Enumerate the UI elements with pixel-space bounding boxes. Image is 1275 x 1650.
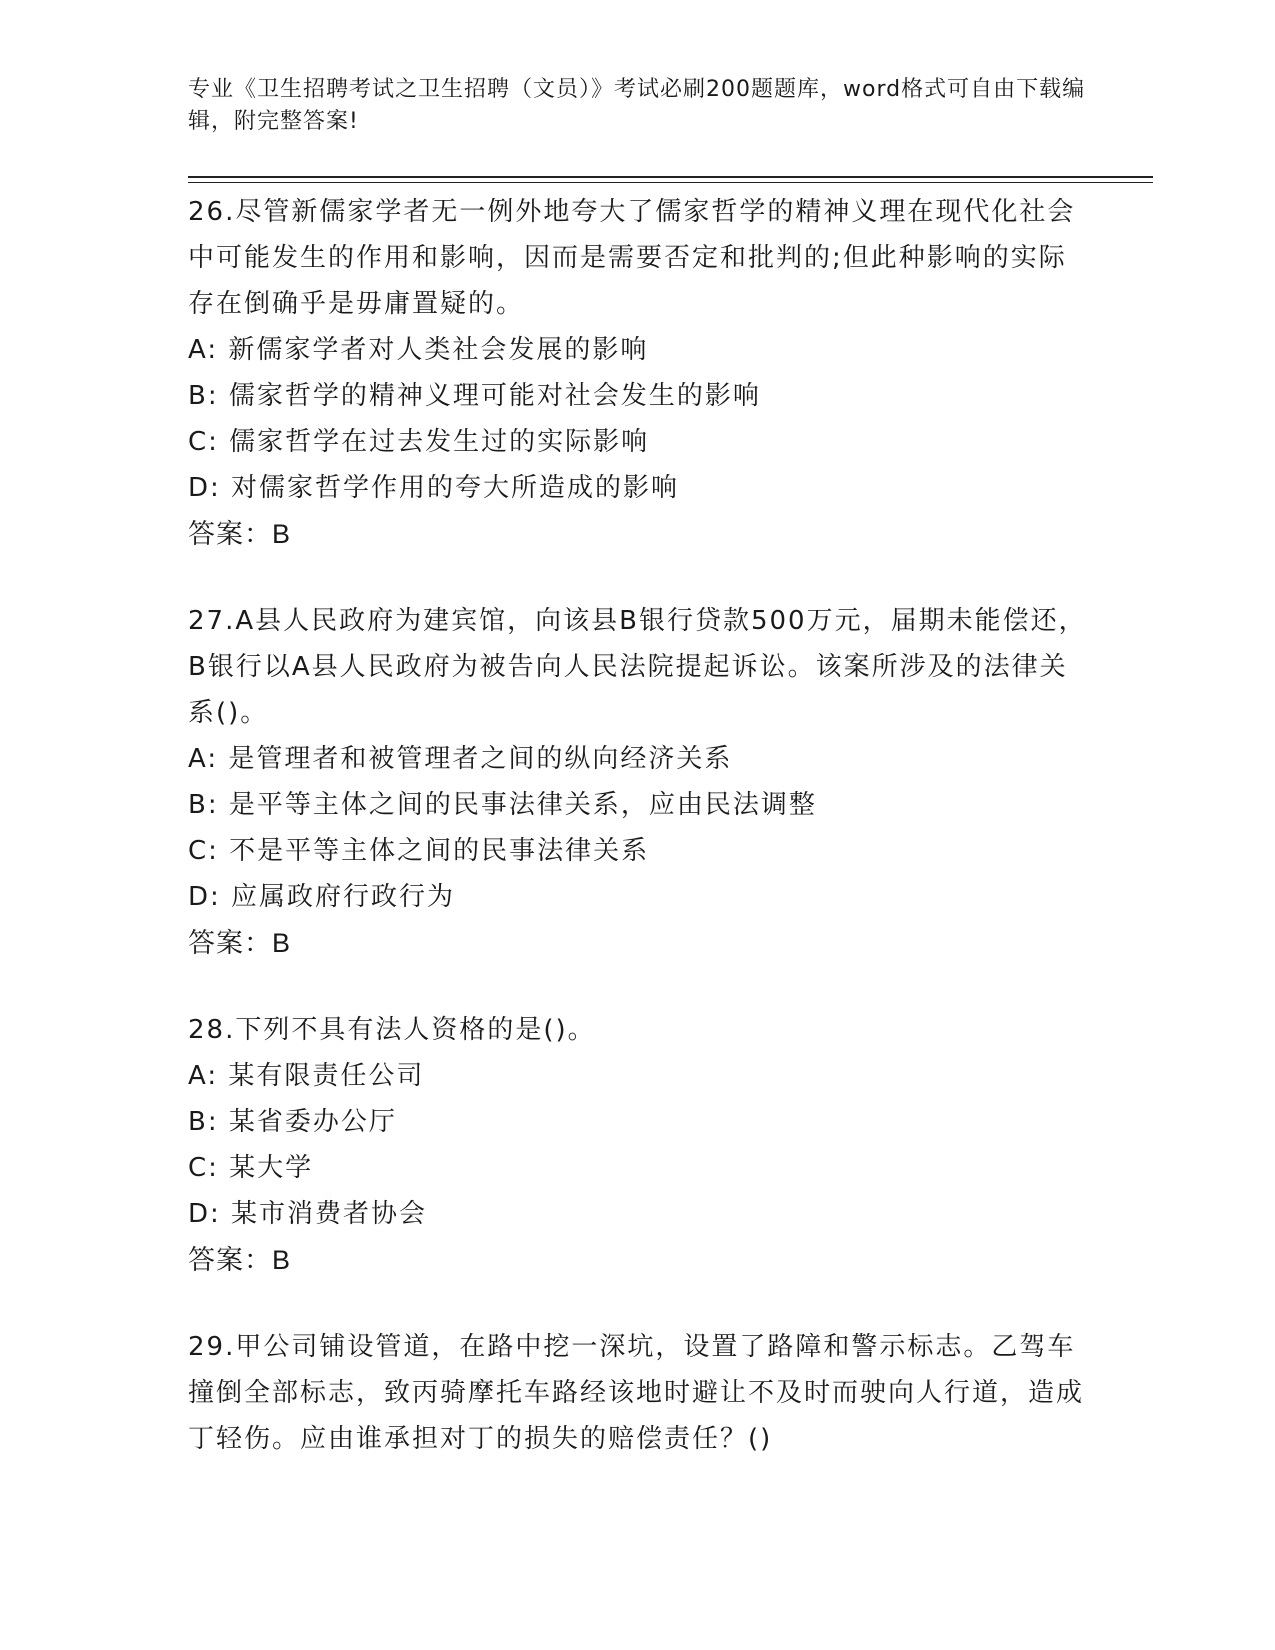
question-28 — [188, 1007, 1088, 1283]
question-26 — [188, 189, 1088, 557]
option-d: D: 对儒家哲学作用的夸大所造成的影响 — [188, 473, 680, 503]
document-header: 专业《卫生招聘考试之卫生招聘（文员）》考试必刷200题题库，word格式可自由下载编辑，附完整答案! — [188, 77, 1086, 134]
answer-line: 答案：B — [188, 928, 292, 958]
option-d: D: 应属政府行政行为 — [188, 882, 456, 912]
answer-line: 答案：B — [188, 1245, 292, 1275]
question-27 — [188, 598, 1088, 966]
question-stem: 29.甲公司铺设管道，在路中挖一深坑，设置了路障和警示标志。乙驾车撞倒全部标志，致丙骑摩托车路经该地时避让不及时而驶向人行道，造成丁轻伤。应由谁承担对丁的损失的赔偿责任？() — [188, 1332, 1085, 1454]
header-divider-thin — [188, 182, 1153, 183]
option-c: C: 某大学 — [188, 1153, 314, 1183]
header-divider-thick — [188, 176, 1153, 178]
option-b: B: 儒家哲学的精神义理可能对社会发生的影响 — [188, 381, 761, 411]
question-29 — [188, 1324, 1088, 1462]
option-b: B: 是平等主体之间的民事法律关系，应由民法调整 — [188, 790, 817, 820]
option-d: D: 某市消费者协会 — [188, 1199, 428, 1229]
option-a: A: 某有限责任公司 — [188, 1061, 425, 1091]
option-c: C: 不是平等主体之间的民事法律关系 — [188, 836, 650, 866]
question-stem: 26.尽管新儒家学者无一例外地夸大了儒家哲学的精神义理在现代化社会中可能发生的作用和影响，因而是需要否定和批判的;但此种影响的实际存在倒确乎是毋庸置疑的。 — [188, 197, 1076, 319]
option-c: C: 儒家哲学在过去发生过的实际影响 — [188, 427, 650, 457]
question-stem: 27.A县人民政府为建宾馆，向该县B银行贷款500万元，届期未能偿还，B银行以A县人民政府为被告向人民法院提起诉讼。该案所涉及的法律关系()。 — [188, 606, 1087, 728]
option-a: A: 是管理者和被管理者之间的纵向经济关系 — [188, 744, 733, 774]
question-stem: 28.下列不具有法人资格的是()。 — [188, 1015, 596, 1045]
option-b: B: 某省委办公厅 — [188, 1107, 397, 1137]
option-a: A: 新儒家学者对人类社会发展的影响 — [188, 335, 649, 365]
answer-line: 答案：B — [188, 519, 292, 549]
